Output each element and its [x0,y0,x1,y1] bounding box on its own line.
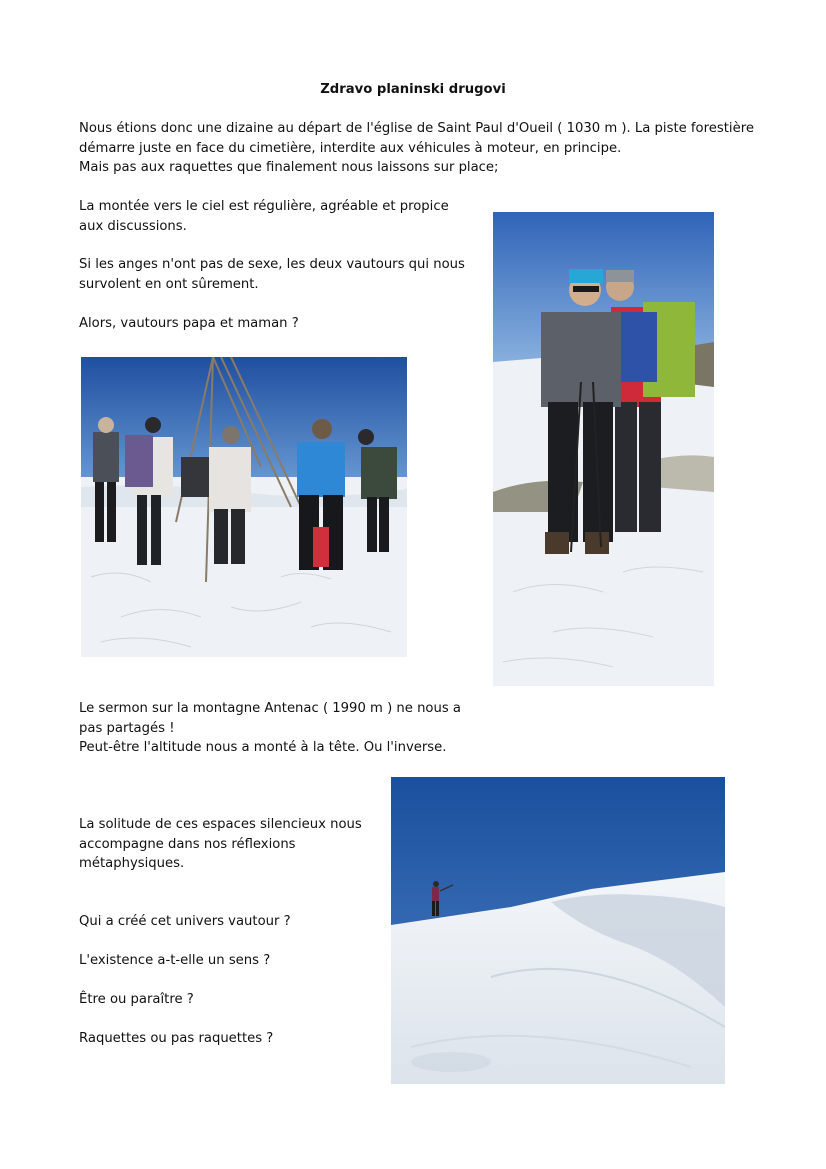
sermon-paragraph [79,699,479,758]
page-title: Zdravo planinski drugovi [320,82,506,97]
montee-line-1: La montée vers le ciel est régulière, agréable et propice [79,199,449,214]
intro-line-1: Nous étions donc une dizaine au départ de l'église de Saint Paul d'Oueil ( 1030 m ). La piste forestière [79,121,754,136]
group-summit-photo [81,357,407,657]
question-3: Être ou paraître ? [79,992,194,1007]
question-4: Raquettes ou pas raquettes ? [79,1031,274,1046]
two-hikers-photo [493,212,714,686]
solitude-line-1: La solitude de ces espaces silencieux nous [79,817,362,832]
intro-paragraph [79,119,779,178]
snow-ridge-photo [391,777,725,1084]
anges-line-1: Si les anges n'ont pas de sexe, les deux vautours qui nous [79,257,465,272]
solitude-line-2: accompagne dans nos réflexions [79,836,296,852]
intro-line-2: démarre juste en face du cimetière, interdite aux véhicules à moteur, en principe. [79,140,622,156]
sermon-line-2: pas partagés ! [79,720,175,736]
solitude-paragraph [79,815,379,874]
question-1: Qui a créé cet univers vautour ? [79,914,291,929]
intro-line-3: Mais pas aux raquettes que finalement nous laissons sur place; [79,160,499,175]
anges-paragraph [79,255,479,294]
question-2: L'existence a-t-elle un sens ? [79,953,271,968]
montee-paragraph [79,197,479,236]
sermon-line-3: Peut-être l'altitude nous a monté à la tête. Ou l'inverse. [79,740,447,755]
anges-line-2: survolent en ont sûrement. [79,276,259,292]
montee-line-2: aux discussions. [79,218,187,234]
solitude-line-3: métaphysiques. [79,856,185,871]
vautours-paragraph: Alors, vautours papa et maman ? [79,316,299,331]
sermon-line-1: Le sermon sur la montagne Antenac ( 1990 m ) ne nous a [79,701,461,716]
